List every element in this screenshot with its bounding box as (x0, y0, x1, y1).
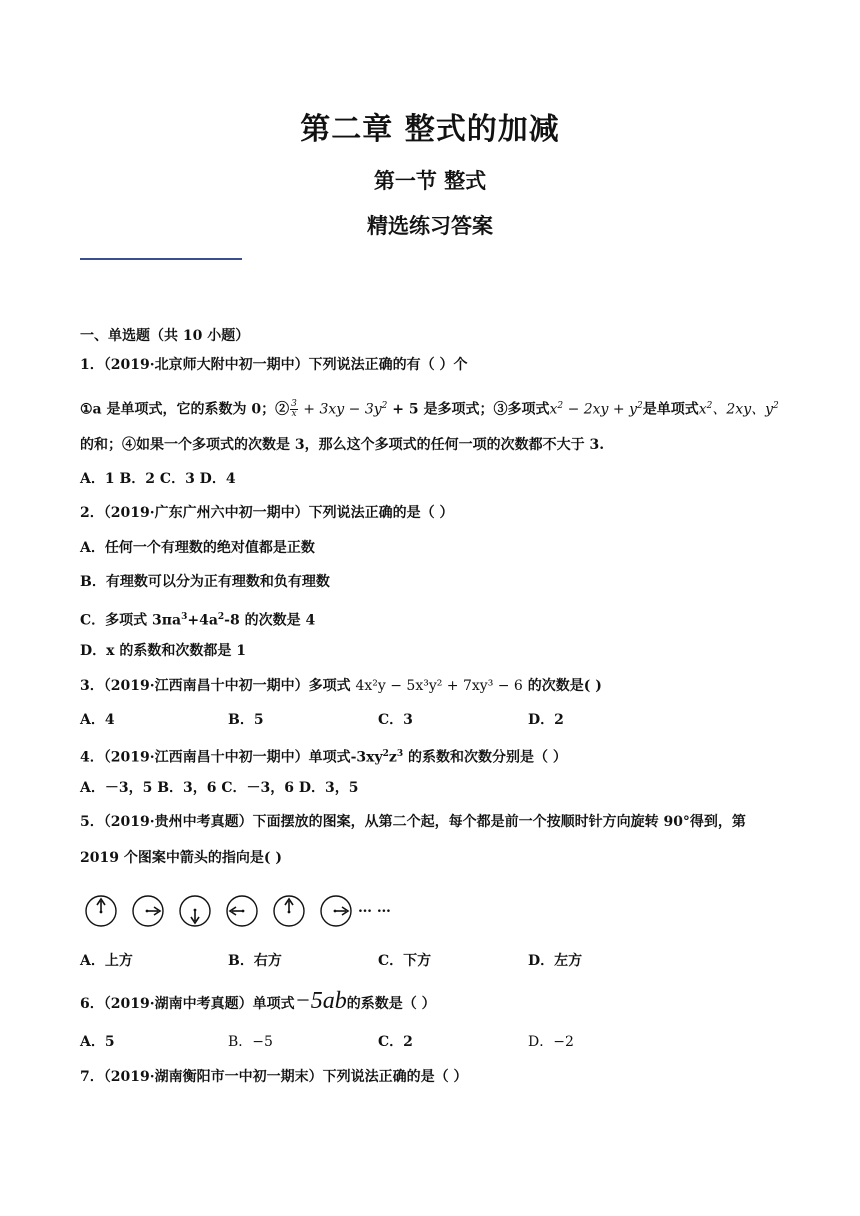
q2-option-c-mid: +4a (187, 612, 218, 629)
title-underline (80, 258, 242, 260)
q4-stem-post: 的系数和次数分别是（ ） (403, 749, 567, 766)
q2-option-b: B．有理数可以分为正有理数和负有理数 (80, 574, 330, 590)
q2-option-c-exp2: 2 (217, 612, 225, 622)
q3-option-b: B．5 (228, 712, 264, 728)
part-heading: 一、单选题（共 10 小题） (80, 328, 250, 344)
q2-option-c-post: -8 的次数是 4 (224, 612, 316, 629)
q6-monomial: −5ab (294, 988, 347, 1014)
q1-expr-g: x (698, 401, 707, 418)
q1-exp1: 2 (381, 401, 388, 411)
arrow-figure-right (133, 896, 163, 926)
q1-fraction-denominator: x (291, 409, 297, 420)
q3-stem (80, 676, 602, 696)
q2-option-d: D．x 的系数和次数都是 1 (80, 643, 246, 659)
q5-option-b: B．右方 (228, 953, 282, 969)
q1-statements-line1 (80, 396, 779, 420)
q1-stem: 1．（2019·北京师大附中初一期中）下列说法正确的有（ ）个 (80, 357, 468, 373)
q1-exp3: 2 (637, 401, 643, 411)
q6-option-d: D．−2 (528, 1034, 574, 1050)
q2-option-c-exp1: 3 (181, 612, 188, 622)
q6-option-a: A．5 (80, 1034, 115, 1050)
q2-option-c-pre: C．多项式 3πa (80, 612, 182, 629)
q6-stem-post: 的系数是（ ） (346, 996, 436, 1012)
q1-exp2: 2 (557, 401, 564, 411)
q4-stem-pre: 4．（2019·江西南昌十中初一期中）单项式-3xy (80, 749, 383, 766)
q5-stem-line1: 5．（2019·贵州中考真题）下面摆放的图案，从第二个起，每个都是前一个按顺时针方向旋转 90°得到，第 (80, 814, 746, 830)
q1-statement-text-f: 是单项式 (642, 401, 699, 418)
arrow-figure-right (321, 896, 351, 926)
q6-stem (80, 988, 436, 1017)
q3-expression: 4x²y − 5x³y² + 7xy³ − 6 (355, 678, 523, 694)
q1-expr-b: + 3xy − 3y (298, 401, 382, 418)
q3-option-d: D．2 (528, 712, 564, 728)
section-title: 第一节 整式 (373, 168, 487, 193)
chapter-title: 第二章 整式的加减 (300, 112, 560, 147)
q2-option-a: A．任何一个有理数的绝对值都是正数 (80, 540, 315, 556)
q3-stem-pre: 3．（2019·江西南昌十中初一期中）多项式 (80, 678, 356, 694)
q5-option-d: D．左方 (528, 953, 583, 969)
arrow-figure-down (180, 896, 210, 926)
q1-expr-d: x (549, 401, 558, 418)
q1-fraction (290, 400, 298, 419)
arrow-figure-up (274, 896, 304, 926)
arrow-figure-left (227, 896, 257, 926)
q5-option-c: C．下方 (378, 953, 432, 969)
subtitle: 精选练习答案 (367, 213, 493, 238)
q6-option-b: B．−5 (228, 1034, 273, 1050)
q3-stem-post: 的次数是( ) (522, 678, 602, 694)
arrow-figure-up (86, 896, 116, 926)
q6-option-c: C．2 (378, 1034, 413, 1050)
q4-exp-b: 3 (396, 749, 404, 759)
q5-arrow-figures (84, 893, 404, 929)
q1-exp4: 2 (706, 401, 713, 411)
q3-option-a: A．4 (80, 712, 115, 728)
q1-statement-text-a: ①a 是单项式，它的系数为 0；② (80, 401, 290, 418)
q1-fraction-numerator: 3 (291, 399, 297, 410)
q1-statements-line2: 的和；④如果一个多项式的次数是 3，那么这个多项式的任何一项的次数都不大于 3. (80, 437, 605, 453)
q1-options: A．1 B．2 C．3 D．4 (80, 471, 236, 487)
q2-option-c (80, 607, 315, 631)
q3-option-c: C．3 (378, 712, 413, 728)
q5-ellipsis: … … (358, 900, 391, 916)
q2-stem: 2．（2019·广东广州六中初一期中）下列说法正确的是（ ） (80, 505, 454, 521)
q4-stem (80, 744, 567, 768)
q1-exp5: 2 (773, 401, 779, 411)
q1-expr-e: − 2xy + y (563, 401, 638, 418)
q7-stem: 7．（2019·湖南衡阳市一中初一期末）下列说法正确的是（ ） (80, 1069, 468, 1085)
q4-exp-a: 2 (382, 749, 389, 759)
q4-stem-mid: z (388, 749, 397, 766)
q4-options: A．－3，5 B．3，6 C．－3，6 D．3，5 (80, 780, 359, 796)
q5-stem-line2: 2019 个图案中箭头的指向是( ) (80, 850, 282, 866)
q1-expr-h: 、2xy、y (712, 401, 774, 418)
q1-statement-text-c: + 5 是多项式；③多项式 (387, 401, 550, 418)
q5-option-a: A．上方 (80, 953, 133, 969)
q6-stem-pre: 6．（2019·湖南中考真题）单项式 (80, 996, 295, 1012)
